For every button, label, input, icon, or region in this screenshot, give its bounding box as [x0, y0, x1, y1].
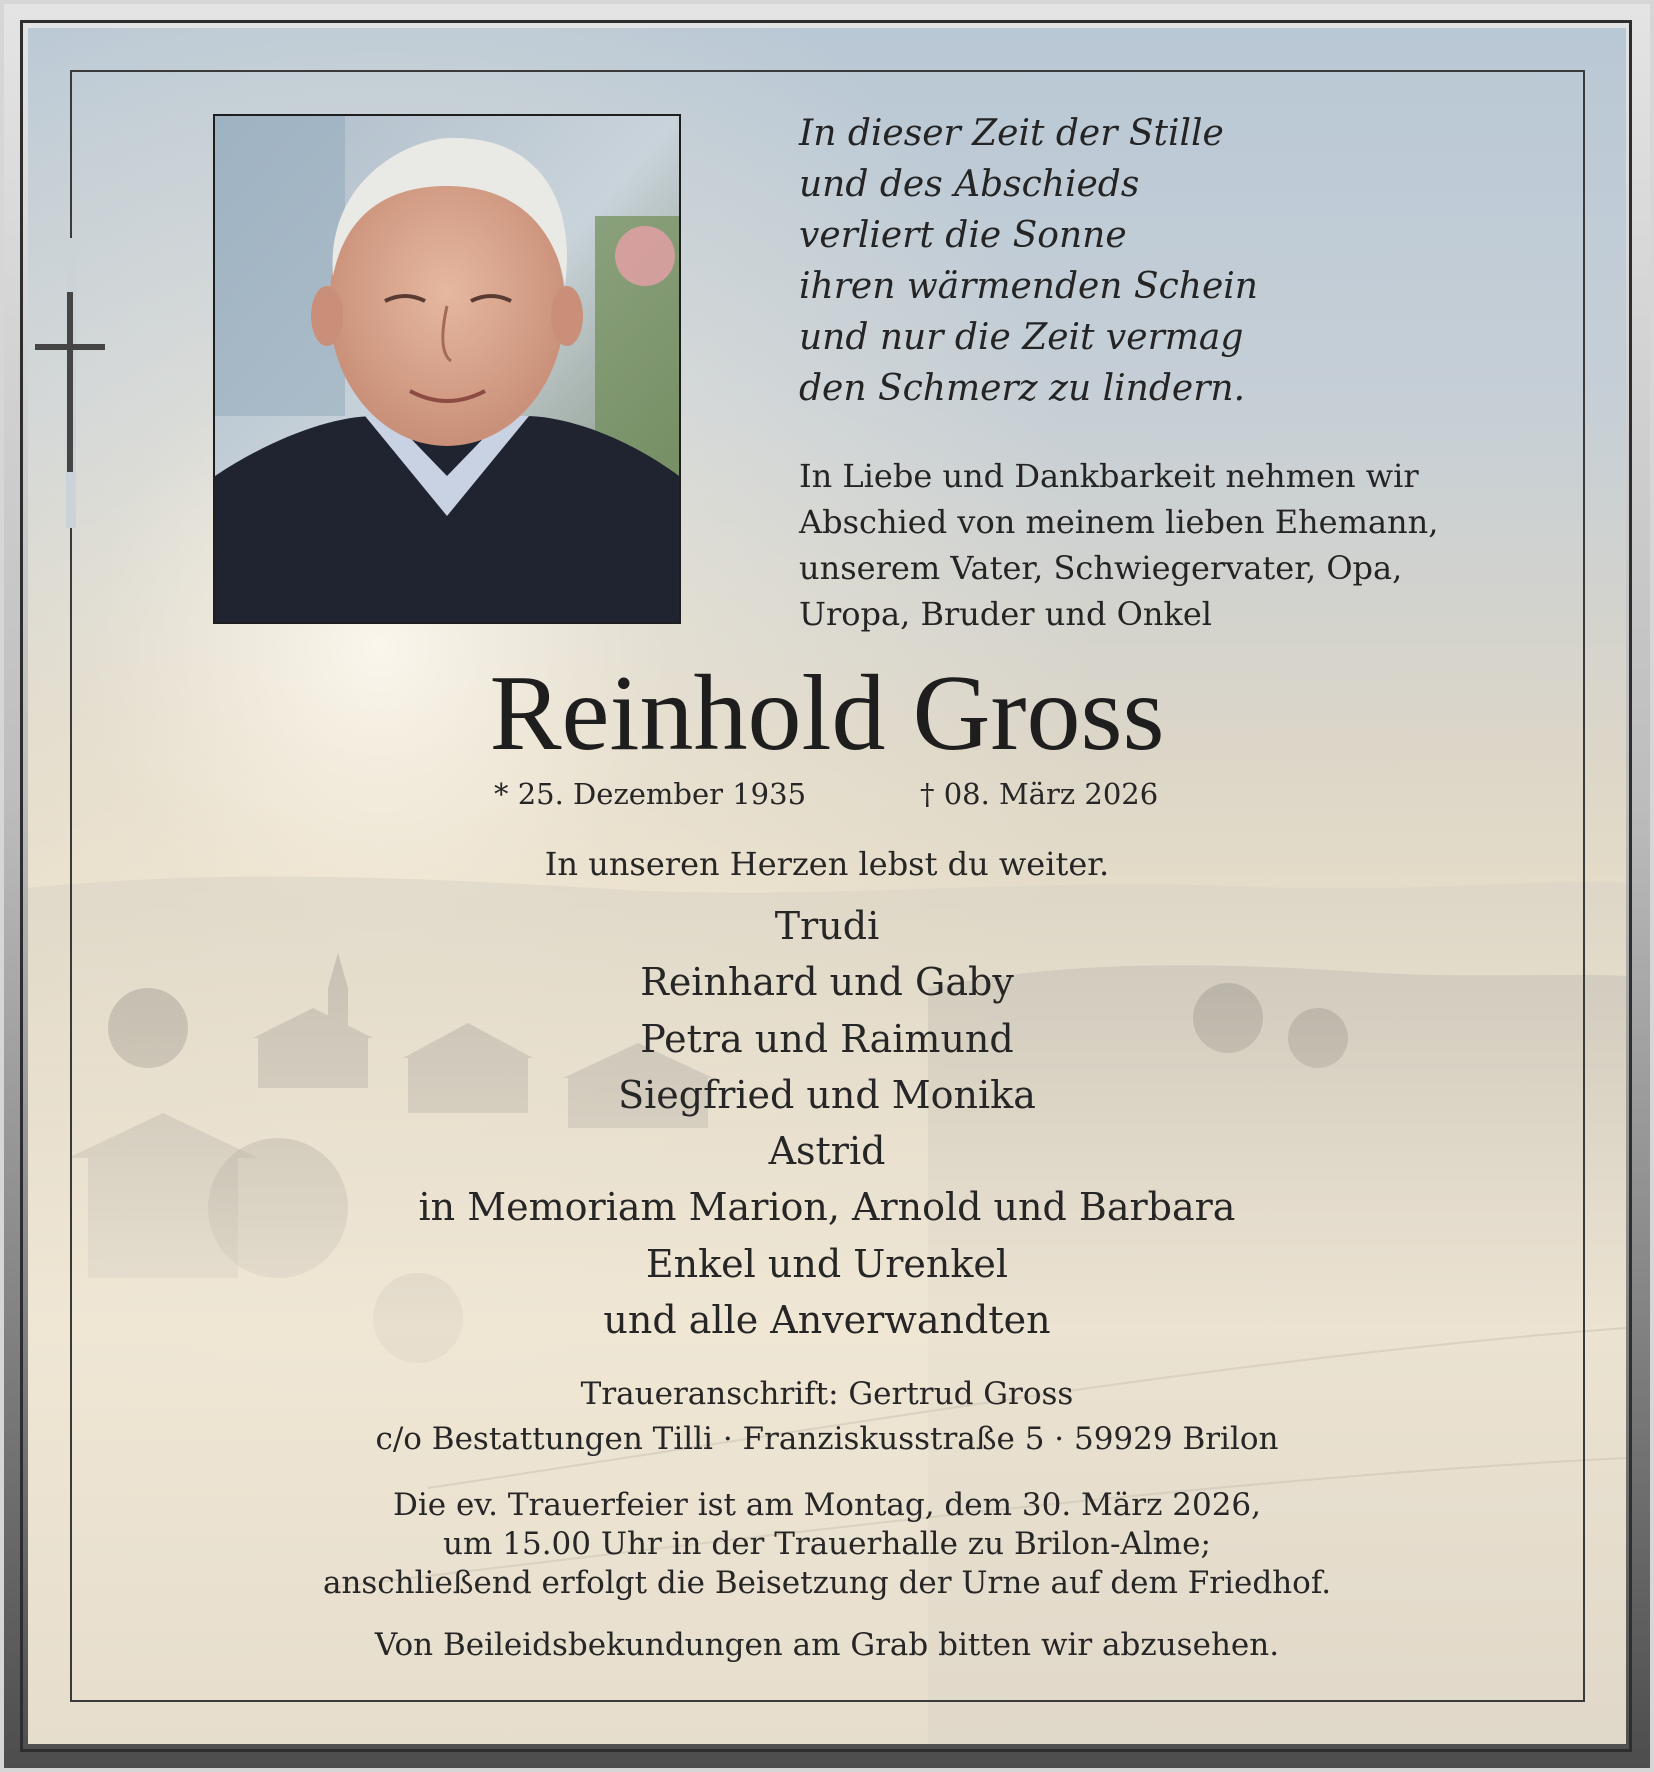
intro-line: In Liebe und Dankbarkeit nehmen wir — [799, 457, 1419, 495]
mourner-line: Siegfried und Monika — [618, 1072, 1036, 1117]
deceased-photo — [213, 114, 681, 624]
closing-note: Von Beileidsbekundungen am Grab bitten wir abzusehen. — [374, 1627, 1280, 1663]
poem — [799, 108, 1258, 414]
funeral-service-info — [0, 1486, 1654, 1603]
birth-date: * 25. Dezember 1935 — [494, 777, 807, 811]
mourner-line: Trudi — [774, 904, 880, 948]
address-line: Traueranschrift: Gertrud Gross — [580, 1376, 1074, 1412]
death-date: † 08. März 2026 — [920, 777, 1159, 811]
mourners-list — [0, 898, 1654, 1348]
deceased-name: Reinhold Gross — [489, 654, 1165, 773]
service-line: Die ev. Trauerfeier ist am Montag, dem 30. März 2026, — [392, 1487, 1261, 1523]
intro-line: Uropa, Bruder und Onkel — [799, 595, 1213, 633]
portrait-image — [215, 116, 679, 622]
service-line: um 15.00 Uhr in der Trauerhalle zu Brilon-Alme; — [443, 1526, 1211, 1562]
poem-line: verliert die Sonne — [799, 215, 1127, 256]
poem-line: ihren wärmenden Schein — [799, 266, 1258, 307]
poem-line: den Schmerz zu lindern. — [799, 368, 1246, 409]
mourner-line: Reinhard und Gaby — [640, 960, 1014, 1005]
intro-line: unserem Vater, Schwiegervater, Opa, — [799, 549, 1403, 587]
mourning-address — [0, 1372, 1654, 1462]
service-line: anschließend erfolgt die Beisetzung der Urne auf dem Friedhof. — [322, 1565, 1332, 1601]
intro-text — [799, 453, 1438, 637]
motto: In unseren Herzen lebst du weiter. — [544, 845, 1110, 883]
intro-line: Abschied von meinem lieben Ehemann, — [799, 503, 1439, 541]
poem-line: In dieser Zeit der Stille — [799, 113, 1224, 154]
mourner-line: und alle Anverwandten — [603, 1298, 1051, 1343]
poem-line: und des Abschieds — [799, 164, 1140, 205]
address-line: c/o Bestattungen Tilli · Franziskusstraße 5 · 59929 Brilon — [375, 1421, 1279, 1457]
cross-icon — [35, 292, 105, 472]
poem-line: und nur die Zeit vermag — [799, 317, 1244, 358]
mourner-line: Astrid — [768, 1129, 886, 1174]
mourner-line: Enkel und Urenkel — [645, 1241, 1009, 1286]
mourner-line: in Memoriam Marion, Arnold und Barbara — [418, 1185, 1236, 1230]
mourner-line: Petra und Raimund — [640, 1016, 1014, 1061]
